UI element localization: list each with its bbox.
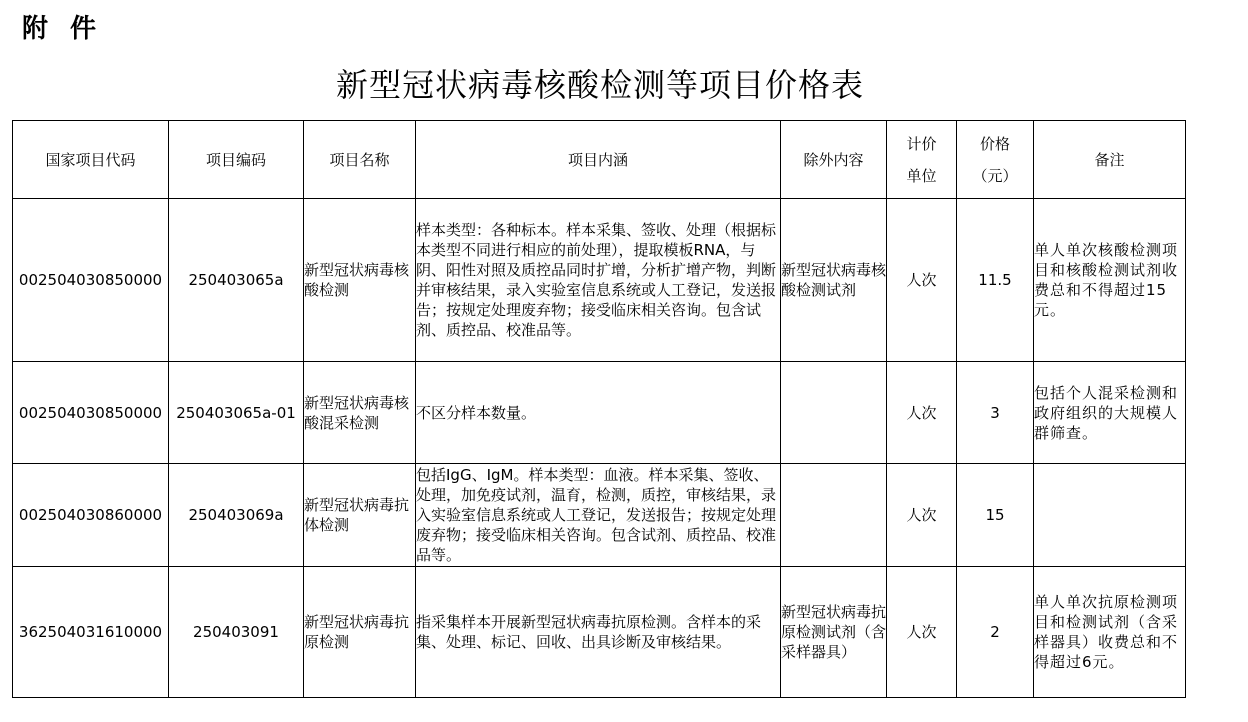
price-cell: 2 xyxy=(957,567,1034,698)
excluded-cell: 新型冠状病毒核酸检测试剂 xyxy=(781,199,887,362)
content-cell: 不区分样本数量。 xyxy=(416,362,781,464)
header-price xyxy=(957,121,1034,199)
table-row xyxy=(13,464,1186,567)
unit-cell: 人次 xyxy=(887,567,957,698)
price-cell: 11.5 xyxy=(957,199,1034,362)
header-item-name: 项目名称 xyxy=(304,121,416,199)
table-row xyxy=(13,567,1186,698)
item-name-cell xyxy=(304,567,416,698)
note-cell: 单人单次抗原检测项目和检测试剂（含采样器具）收费总和不得超过6元。 xyxy=(1034,567,1186,698)
header-item-code: 项目编码 xyxy=(169,121,304,199)
header-note: 备注 xyxy=(1034,121,1186,199)
item-name-cell xyxy=(304,464,416,567)
excluded-cell: 新型冠状病毒抗原检测试剂（含采样器具） xyxy=(781,567,887,698)
header-excluded: 除外内容 xyxy=(781,121,887,199)
national-code-cell: 002504030850000 xyxy=(13,362,169,464)
item-name-text: 新型冠状病毒抗原检测 xyxy=(304,613,410,651)
content-cell: 指采集样本开展新型冠状病毒抗原检测。含样本的采集、处理、标记、回收、出具诊断及审核结果。 xyxy=(416,567,781,698)
header-unit-line1: 计价 xyxy=(906,134,937,153)
item-name-text: 新型冠状病毒核酸检测 xyxy=(304,261,410,299)
national-code-cell: 362504031610000 xyxy=(13,567,169,698)
note-cell xyxy=(1034,464,1186,567)
national-code-cell: 002504030860000 xyxy=(13,464,169,567)
content-cell: 样本类型：各种标本。样本采集、签收、处理（根据标本类型不同进行相应的前处理），提取模板RNA，与阴、阳性对照及质控品同时扩增，分析扩增产物，判断并审核结果，录入实验室信息系统或人工登记，发送报告；按规定处理废弃物；接受临床相关咨询。包含试剂、质控品、校准品等。 xyxy=(416,199,781,362)
price-cell: 3 xyxy=(957,362,1034,464)
note-cell: 包括个人混采检测和政府组织的大规模人群筛查。 xyxy=(1034,362,1186,464)
header-national-code: 国家项目代码 xyxy=(13,121,169,199)
header-content: 项目内涵 xyxy=(416,121,781,199)
content-cell: 包括IgG、IgM。样本类型：血液。样本采集、签收、处理，加免疫试剂，温育，检测，质控，审核结果，录入实验室信息系统或人工登记，发送报告；按规定处理废弃物；接受临床相关咨询。包含试剂、质控品、校准品等。 xyxy=(416,464,781,567)
excluded-cell xyxy=(781,362,887,464)
table-row xyxy=(13,199,1186,362)
header-price-line2: （元） xyxy=(972,166,1018,185)
attachment-label: 附件 xyxy=(22,14,119,44)
price-cell: 15 xyxy=(957,464,1034,567)
item-name-cell xyxy=(304,199,416,362)
table-row xyxy=(13,362,1186,464)
national-code-cell: 002504030850000 xyxy=(13,199,169,362)
item-name-text: 新型冠状病毒抗体检测 xyxy=(304,496,410,534)
note-cell: 单人单次核酸检测项目和核酸检测试剂收费总和不得超过15元。 xyxy=(1034,199,1186,362)
item-name-text: 新型冠状病毒核酸混采检测 xyxy=(304,393,410,432)
item-name-cell xyxy=(304,362,416,464)
item-code-cell: 250403069a xyxy=(169,464,304,567)
price-table xyxy=(12,120,1186,698)
item-code-cell: 250403065a-01 xyxy=(169,362,304,464)
item-code-cell: 250403091 xyxy=(169,567,304,698)
header-price-line1: 价格 xyxy=(979,134,1010,153)
excluded-cell xyxy=(781,464,887,567)
header-unit-line2: 单位 xyxy=(906,166,937,185)
item-code-cell: 250403065a xyxy=(169,199,304,362)
table-header-row xyxy=(13,121,1186,199)
unit-cell: 人次 xyxy=(887,199,957,362)
unit-cell: 人次 xyxy=(887,362,957,464)
unit-cell: 人次 xyxy=(887,464,957,567)
document-title: 新型冠状病毒核酸检测等项目价格表 xyxy=(335,66,864,104)
header-unit xyxy=(887,121,957,199)
